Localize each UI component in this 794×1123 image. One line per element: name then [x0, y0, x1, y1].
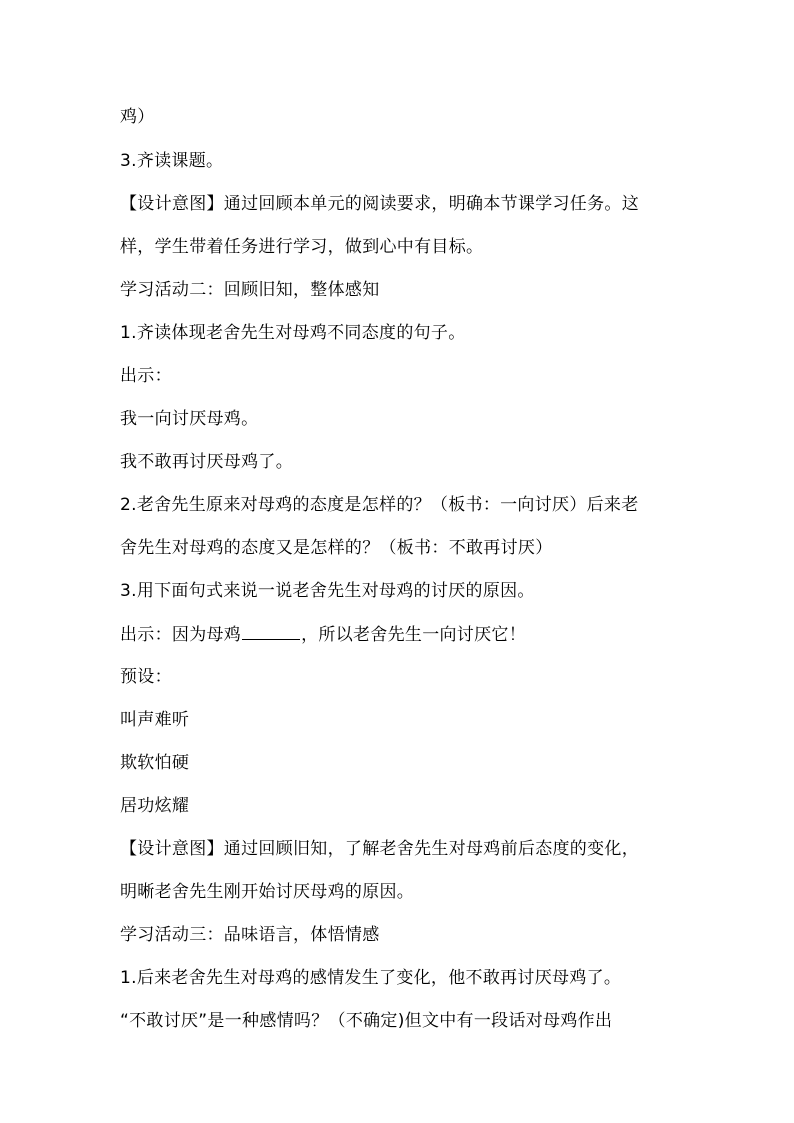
text-line: 3.用下面句式来说一说老舍先生对母鸡的讨厌的原因。	[120, 581, 535, 601]
text-line: 出示：	[120, 366, 172, 386]
activity-heading: 学习活动二：回顾旧知，整体感知	[120, 280, 380, 300]
fill-in-blank	[242, 623, 300, 640]
text-line: 3.齐读课题。	[120, 151, 224, 171]
text-line: 我一向讨厌母鸡。	[120, 409, 259, 429]
preset-item: 欺软怕硬	[120, 753, 190, 773]
fill-in-sentence	[120, 623, 680, 646]
preset-item: 叫声难听	[120, 710, 190, 730]
text-line: 2.老舍先生原来对母鸡的态度是怎样的？（板书：一向讨厌）后来老	[120, 495, 639, 515]
text-line: 鸡）	[120, 107, 155, 127]
fill-in-suffix: ，所以老舍先生一向讨厌它！	[301, 625, 527, 645]
text-line: 舍先生对母鸡的态度又是怎样的？（板书：不敢再讨厌）	[120, 538, 553, 558]
text-line: “不敢讨厌”是一种感情吗？（不确定)但文中有一段话对母鸡作出	[120, 1011, 613, 1031]
design-intent-paragraph: 【设计意图】通过回顾本单元的阅读要求，明确本节课学习任务。这	[120, 194, 639, 214]
text-line: 我不敢再讨厌母鸡了。	[120, 452, 293, 472]
activity-heading: 学习活动三：品味语言，体悟情感	[120, 925, 380, 945]
text-line: 1.齐读体现老舍先生对母鸡不同态度的句子。	[120, 323, 466, 343]
text-line: 明晰老舍先生刚开始讨厌母鸡的原因。	[120, 882, 415, 902]
text-line: 1.后来老舍先生对母鸡的感情发生了变化，他不敢再讨厌母鸡了。	[120, 968, 622, 988]
text-line: 预设：	[120, 667, 172, 687]
fill-in-prefix: 出示：因为母鸡	[120, 625, 242, 645]
preset-item: 居功炫耀	[120, 796, 190, 816]
design-intent-paragraph: 【设计意图】通过回顾旧知，了解老舍先生对母鸡前后态度的变化，	[120, 839, 639, 859]
text-line: 样，学生带着任务进行学习，做到心中有目标。	[120, 237, 484, 257]
